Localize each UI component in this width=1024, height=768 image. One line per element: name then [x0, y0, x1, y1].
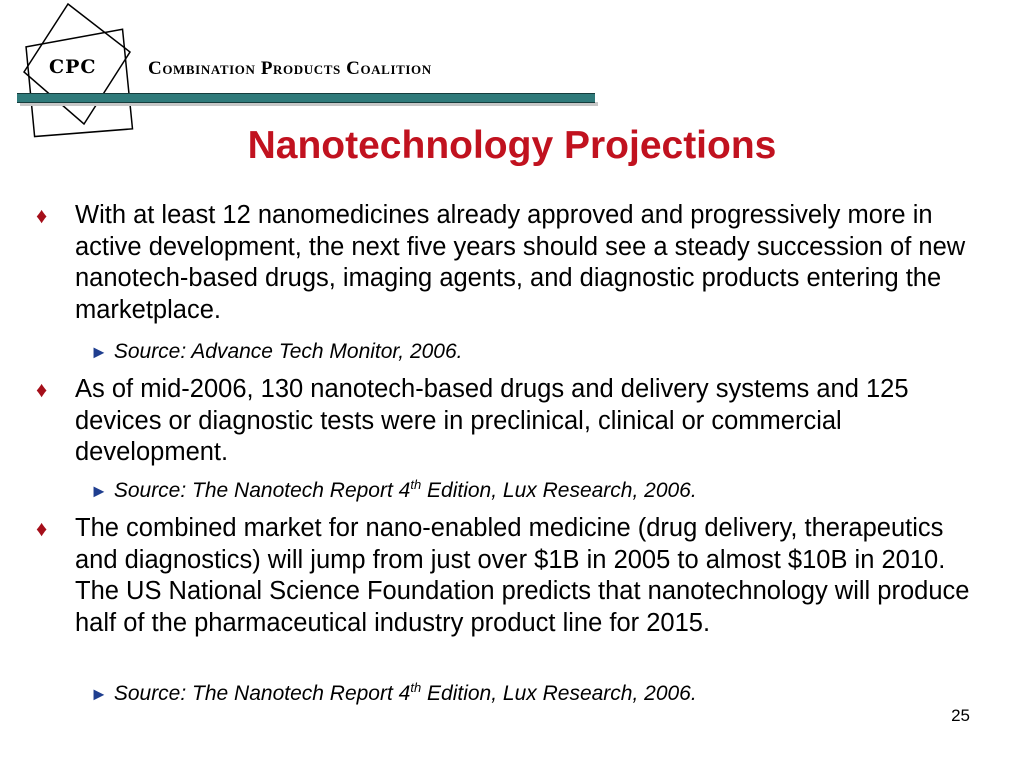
arrow-right-icon: ► — [90, 481, 108, 501]
page-number: 25 — [951, 706, 970, 725]
diamond-bullet-icon: ♦ — [36, 377, 48, 402]
source-text-tail: Edition, Lux Research, 2006. — [421, 479, 697, 502]
source-text: Source: Advance Tech Monitor, 2006. — [113, 340, 463, 363]
arrow-right-icon: ► — [90, 342, 108, 362]
diamond-bullet-icon: ♦ — [36, 516, 48, 541]
source-text: Source: The Nanotech Report 4 — [113, 479, 411, 502]
source-superscript: th — [410, 680, 422, 695]
bullet-text: The combined market for nano-enabled medicine (drug delivery, therapeutics and diagnostics) will jump from just over $1B in 2005 to almost $10B in 2010. The US National Science Foundation predicts that nanotechnology will produce half of the pharmaceutical industry product line for 2015. — [75, 514, 970, 637]
source-text-tail: Edition, Lux Research, 2006. — [421, 682, 697, 705]
source-citation — [90, 681, 697, 707]
source-citation — [90, 339, 463, 365]
source-citation — [90, 478, 697, 504]
organization-name: Combination Products Coalition — [148, 58, 432, 79]
header-rule — [17, 93, 595, 103]
source-text: Source: The Nanotech Report 4 — [113, 682, 411, 705]
cpc-logo-text: CPC — [49, 56, 97, 78]
source-superscript: th — [410, 477, 422, 492]
bullet-text: As of mid-2006, 130 nanotech-based drugs and delivery systems and 125 devices or diagnostic tests were in preclinical, clinical or commercial development. — [75, 375, 909, 466]
bullet-text: With at least 12 nanomedicines already approved and progressively more in active development, the next five years should see a steady succession of new nanotech-based drugs, imaging agents, and diagnostic products entering the marketplace. — [75, 201, 966, 324]
arrow-right-icon: ► — [90, 684, 108, 704]
diamond-bullet-icon: ♦ — [36, 203, 48, 228]
slide-title: Nanotechnology Projections — [247, 124, 777, 167]
